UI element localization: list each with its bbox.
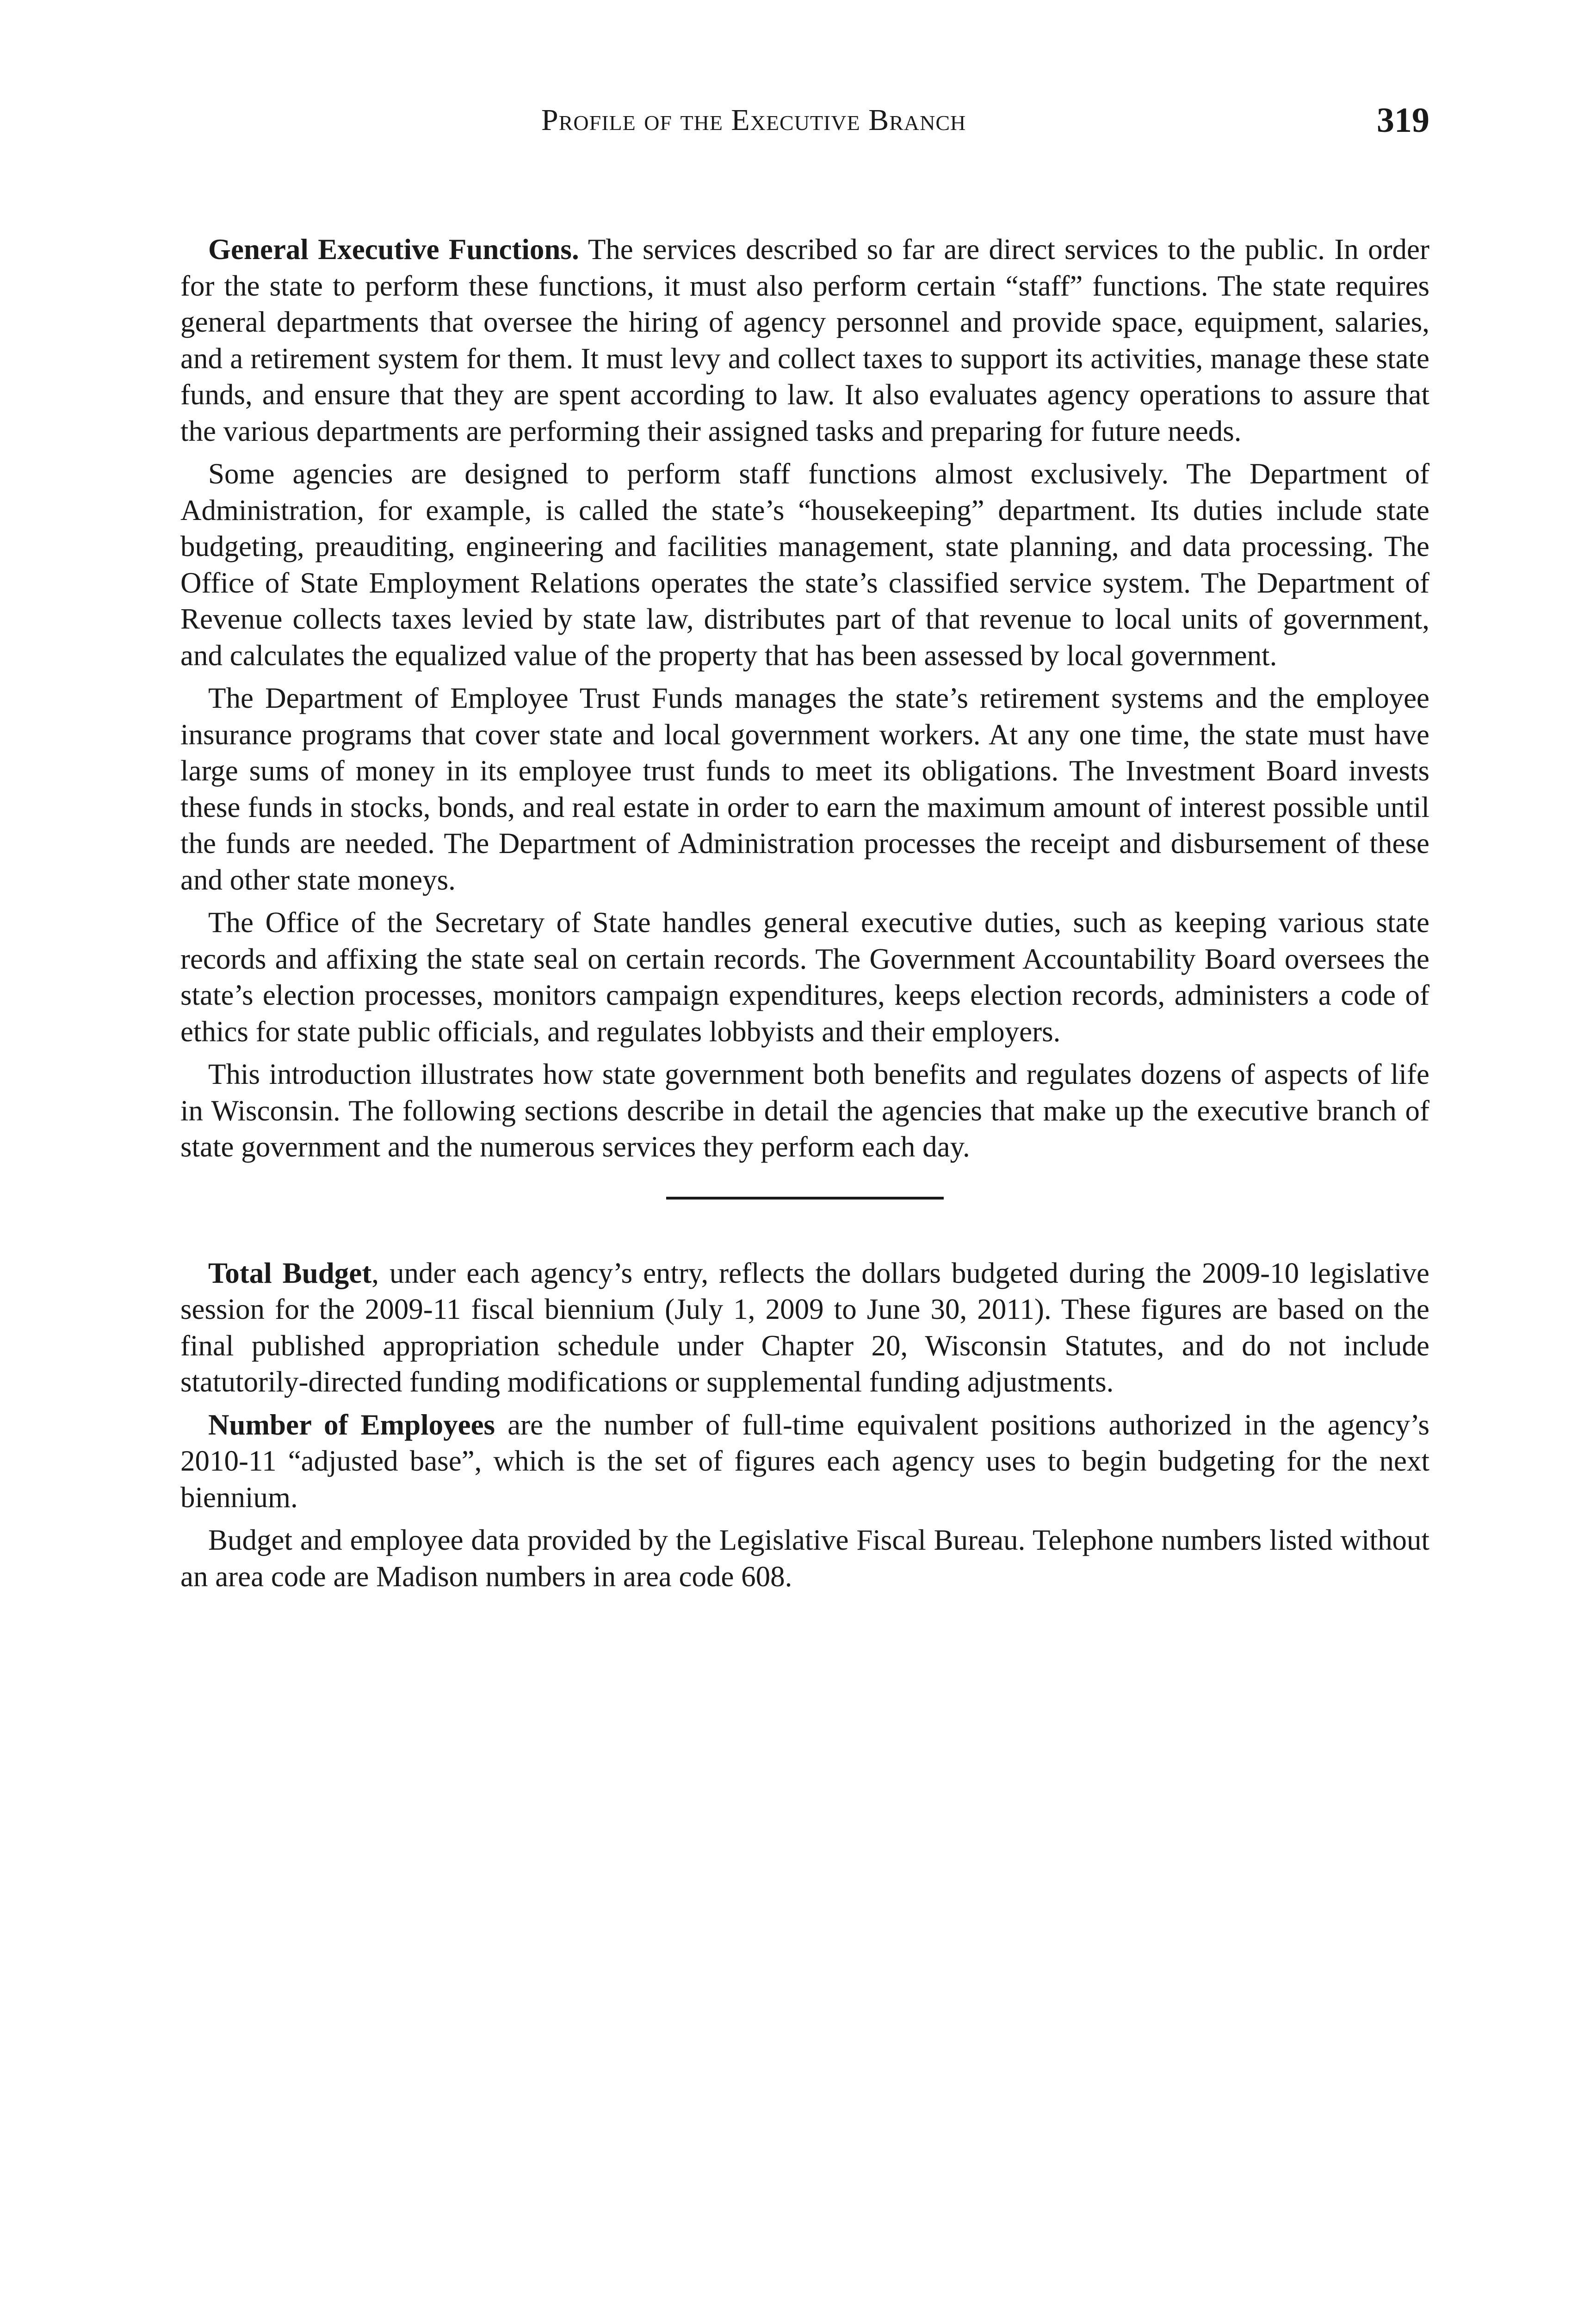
- note-text: are the number of full-time equivalent positions authorized in the agency’s 2010-11 “adjusted base”, which is the set of figures each agency uses to begin budgeting for the next biennium.: [180, 1408, 1429, 1514]
- page-number: 319: [1377, 101, 1429, 140]
- paragraph-general-executive-functions: [180, 231, 1429, 449]
- note-text: , under each agency’s entry, reflects the dollars budgeted during the 2009-10 legislative session for the 2009-11 fiscal biennium (July 1, 2009 to June 30, 2011). These figures are based on the final published appropriation schedule under Chapter 20, Wisconsin Statutes, and do not include statutorily-directed funding modifications or supplemental funding adjustments.: [180, 1256, 1430, 1398]
- paragraph-introduction-summary: This introduction illustrates how state government both benefits and regulates dozens of aspects of life in Wisconsin. The following sections describe in detail the agencies that make up the executive branch of state government and the numerous services they perform each day.: [180, 1058, 1429, 1163]
- note-total-budget: [180, 1255, 1429, 1400]
- note-data-source: Budget and employee data provided by the Legislative Fiscal Bureau. Telephone numbers listed without an area code are Madison numbers in area code 608.: [180, 1524, 1429, 1593]
- note-lead-term: Total Budget: [208, 1256, 372, 1289]
- running-header: [180, 97, 1429, 143]
- paragraph-staff-agencies: Some agencies are designed to perform staff functions almost exclusively. The Department of Administration, for example, is called the state’s “housekeeping” department. Its duties include state budgeting, preauditing, engineering and facilities management, state planning, and data processing. The Office of State Employment Relations operates the state’s classified service system. The Department of Revenue collects taxes levied by state law, distributes part of that revenue to local units of government, and calculates the equalized value of the property that has been assessed by local government.: [180, 458, 1429, 672]
- note-lead-term: Number of Employees: [208, 1408, 495, 1441]
- paragraph-lead-heading: General Executive Functions.: [208, 233, 579, 266]
- notes-section: [180, 1255, 1429, 1595]
- paragraph-trust-funds: The Department of Employee Trust Funds manages the state’s retirement systems and the employee insurance programs that cover state and local government workers. At any one time, the state must have large sums of money in its employee trust funds to meet its obligations. The Investment Board invests these funds in stocks, bonds, and real estate in order to earn the maximum amount of interest possible until the funds are needed. The Department of Administration processes the receipt and disbursement of these and other state moneys.: [180, 682, 1429, 896]
- paragraph-secretary-of-state: The Office of the Secretary of State handles general executive duties, such as keeping various state records and affixing the state seal on certain records. The Government Accountability Board oversees the state’s election processes, monitors campaign expenditures, keeps election records, administers a code of ethics for state public officials, and regulates lobbyists and their employers.: [180, 906, 1429, 1048]
- running-title: Profile of the Executive Branch: [541, 103, 966, 137]
- paragraph-text: The services described so far are direct services to the public. In order for the state to perform these functions, it must also perform certain “staff” functions. The state requires general departments that oversee the hiring of agency personnel and provide space, equipment, salaries, and a retirement system for them. It must levy and collect taxes to support its activities, manage these state funds, and ensure that they are spent according to law. It also evaluates agency operations to assure that the various departments are performing their assigned tasks and preparing for future needs.: [180, 233, 1429, 447]
- note-number-of-employees: [180, 1407, 1429, 1516]
- page-body: [180, 231, 1429, 1595]
- intro-section: [180, 231, 1429, 1165]
- section-divider: [666, 1197, 944, 1200]
